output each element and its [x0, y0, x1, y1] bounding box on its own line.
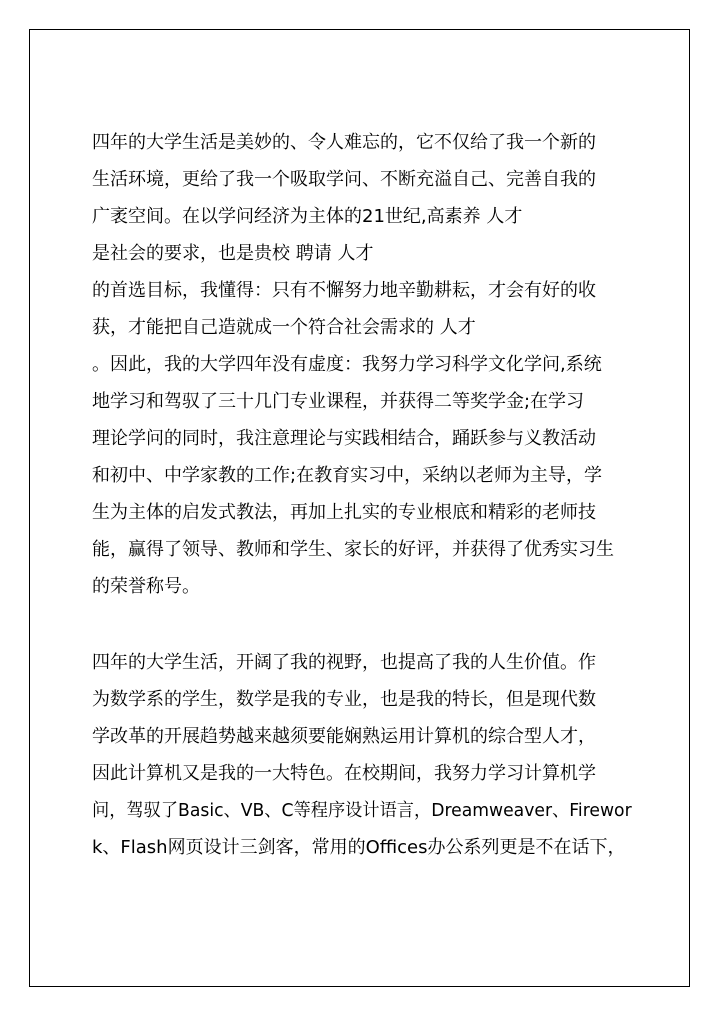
paragraph-1-line-13: 的荣誉称号。: [92, 576, 200, 597]
paragraph-2-line-2: 为数学系的学生，数学是我的专业，也是我的特长，但是现代数: [92, 689, 596, 710]
paragraph-2-line-6: k、Flash网页设计三剑客，常用的Offices办公系列更是不在话下，: [92, 837, 626, 858]
paragraph-2-line-4: 因此计算机又是我的一大特色。在校期间，我努力学习计算机学: [92, 763, 596, 784]
paragraph-1-line-6: 获，才能把自己造就成一个符合社会需求的 人才: [92, 317, 476, 338]
paragraph-1-line-2: 生活环境，更给了我一个吸取学问、不断充溢自己、完善自我的: [92, 169, 596, 190]
paragraph-2-line-1: 四年的大学生活，开阔了我的视野，也提高了我的人生价值。作: [92, 652, 596, 673]
paragraph-1-line-12: 能，赢得了领导、教师和学生、家长的好评，并获得了优秀实习生: [92, 539, 614, 560]
paragraph-1-line-3: 广袤空间。在以学问经济为主体的21世纪,高素养 人才: [92, 206, 523, 227]
paragraph-1-line-8: 地学习和驾驭了三十几门专业课程，并获得二等奖学金;在学习: [92, 391, 585, 412]
paragraph-1-line-10: 和初中、中学家教的工作;在教育实习中，采纳以老师为主导，学: [92, 465, 603, 486]
paragraph-1-line-9: 理论学问的同时，我注意理论与实践相结合，踊跃参与义教活动: [92, 428, 596, 449]
paragraph-1-line-11: 生为主体的启发式教法，再加上扎实的专业根底和精彩的老师技: [92, 502, 596, 523]
paragraph-1-line-5: 的首选目标，我懂得：只有不懈努力地辛勤耕耘，才会有好的收: [92, 280, 596, 301]
paragraph-1-line-7: 。因此，我的大学四年没有虚度：我努力学习科学文化学问,系统: [92, 354, 602, 375]
paragraph-1-line-1: 四年的大学生活是美妙的、令人难忘的，它不仅给了我一个新的: [92, 132, 596, 153]
paragraph-1-line-4: 是社会的要求，也是贵校 聘请 人才: [92, 243, 374, 264]
paragraph-2-line-5: 问，驾驭了Basic、VB、C等程序设计语言，Dreamweaver、Firewor: [92, 800, 632, 821]
paragraph-2-line-3: 学改革的开展趋势越来越须要能娴熟运用计算机的综合型人才，: [92, 726, 596, 747]
